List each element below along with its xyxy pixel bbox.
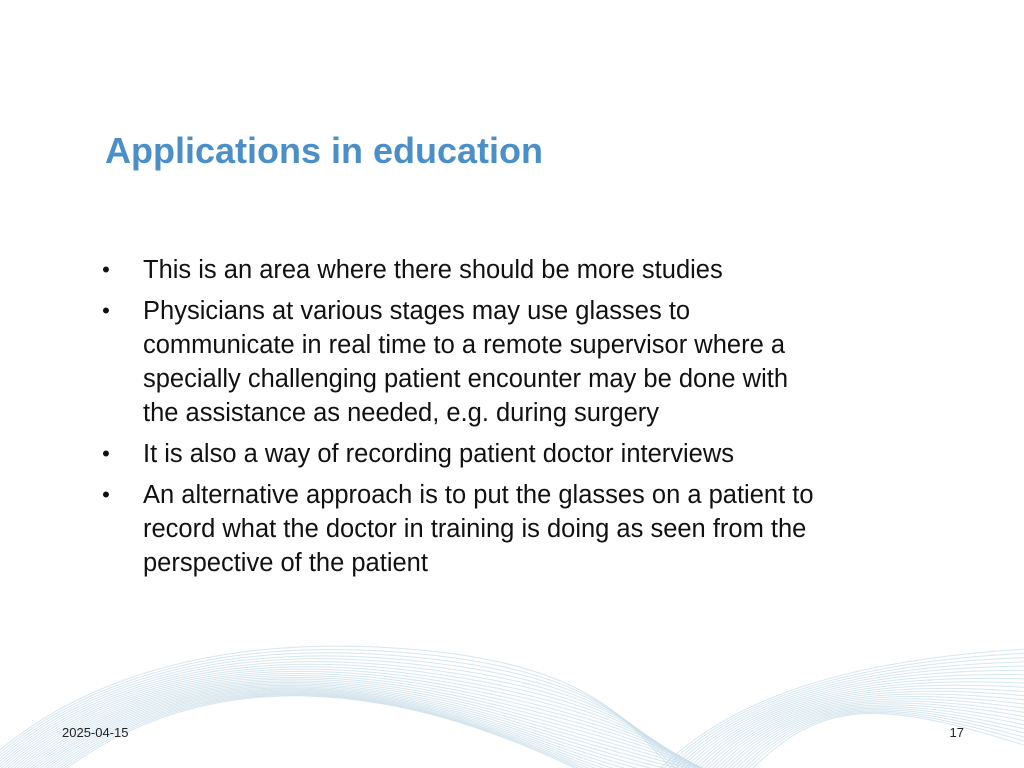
wave-line (0, 659, 720, 768)
bullet-text: It is also a way of recording patient doctor interviews (143, 440, 735, 468)
page-number: 17 (949, 725, 964, 740)
bullet-text: This is an area where there should be more studies (143, 256, 723, 284)
footer-date: 2025-04-15 (62, 725, 129, 740)
bullet-item (100, 437, 820, 471)
bullet-item (100, 478, 820, 580)
wave-line (720, 710, 1024, 768)
bullet-icon: • (102, 298, 110, 323)
wave-line (2, 676, 755, 768)
bullet-icon: • (102, 482, 110, 507)
bullet-icon: • (102, 257, 110, 282)
bullet-text: An alternative approach is to put the glasses on a patient to record what the doctor in training is doing as seen from the perspective of the patient (143, 481, 814, 577)
bullet-list (100, 253, 820, 587)
wave-line (30, 694, 825, 768)
bullet-item (100, 253, 820, 287)
bullet-item (100, 294, 820, 430)
bullet-icon: • (102, 441, 110, 466)
slide-title: Applications in education (105, 130, 544, 171)
wave-line (732, 713, 1024, 768)
bullet-text: Physicians at various stages may use glasses to communicate in real time to a remote supervisor where a specially challenging patient encounter may be done with the assistance as needed, e.g. during surgery (143, 297, 788, 427)
